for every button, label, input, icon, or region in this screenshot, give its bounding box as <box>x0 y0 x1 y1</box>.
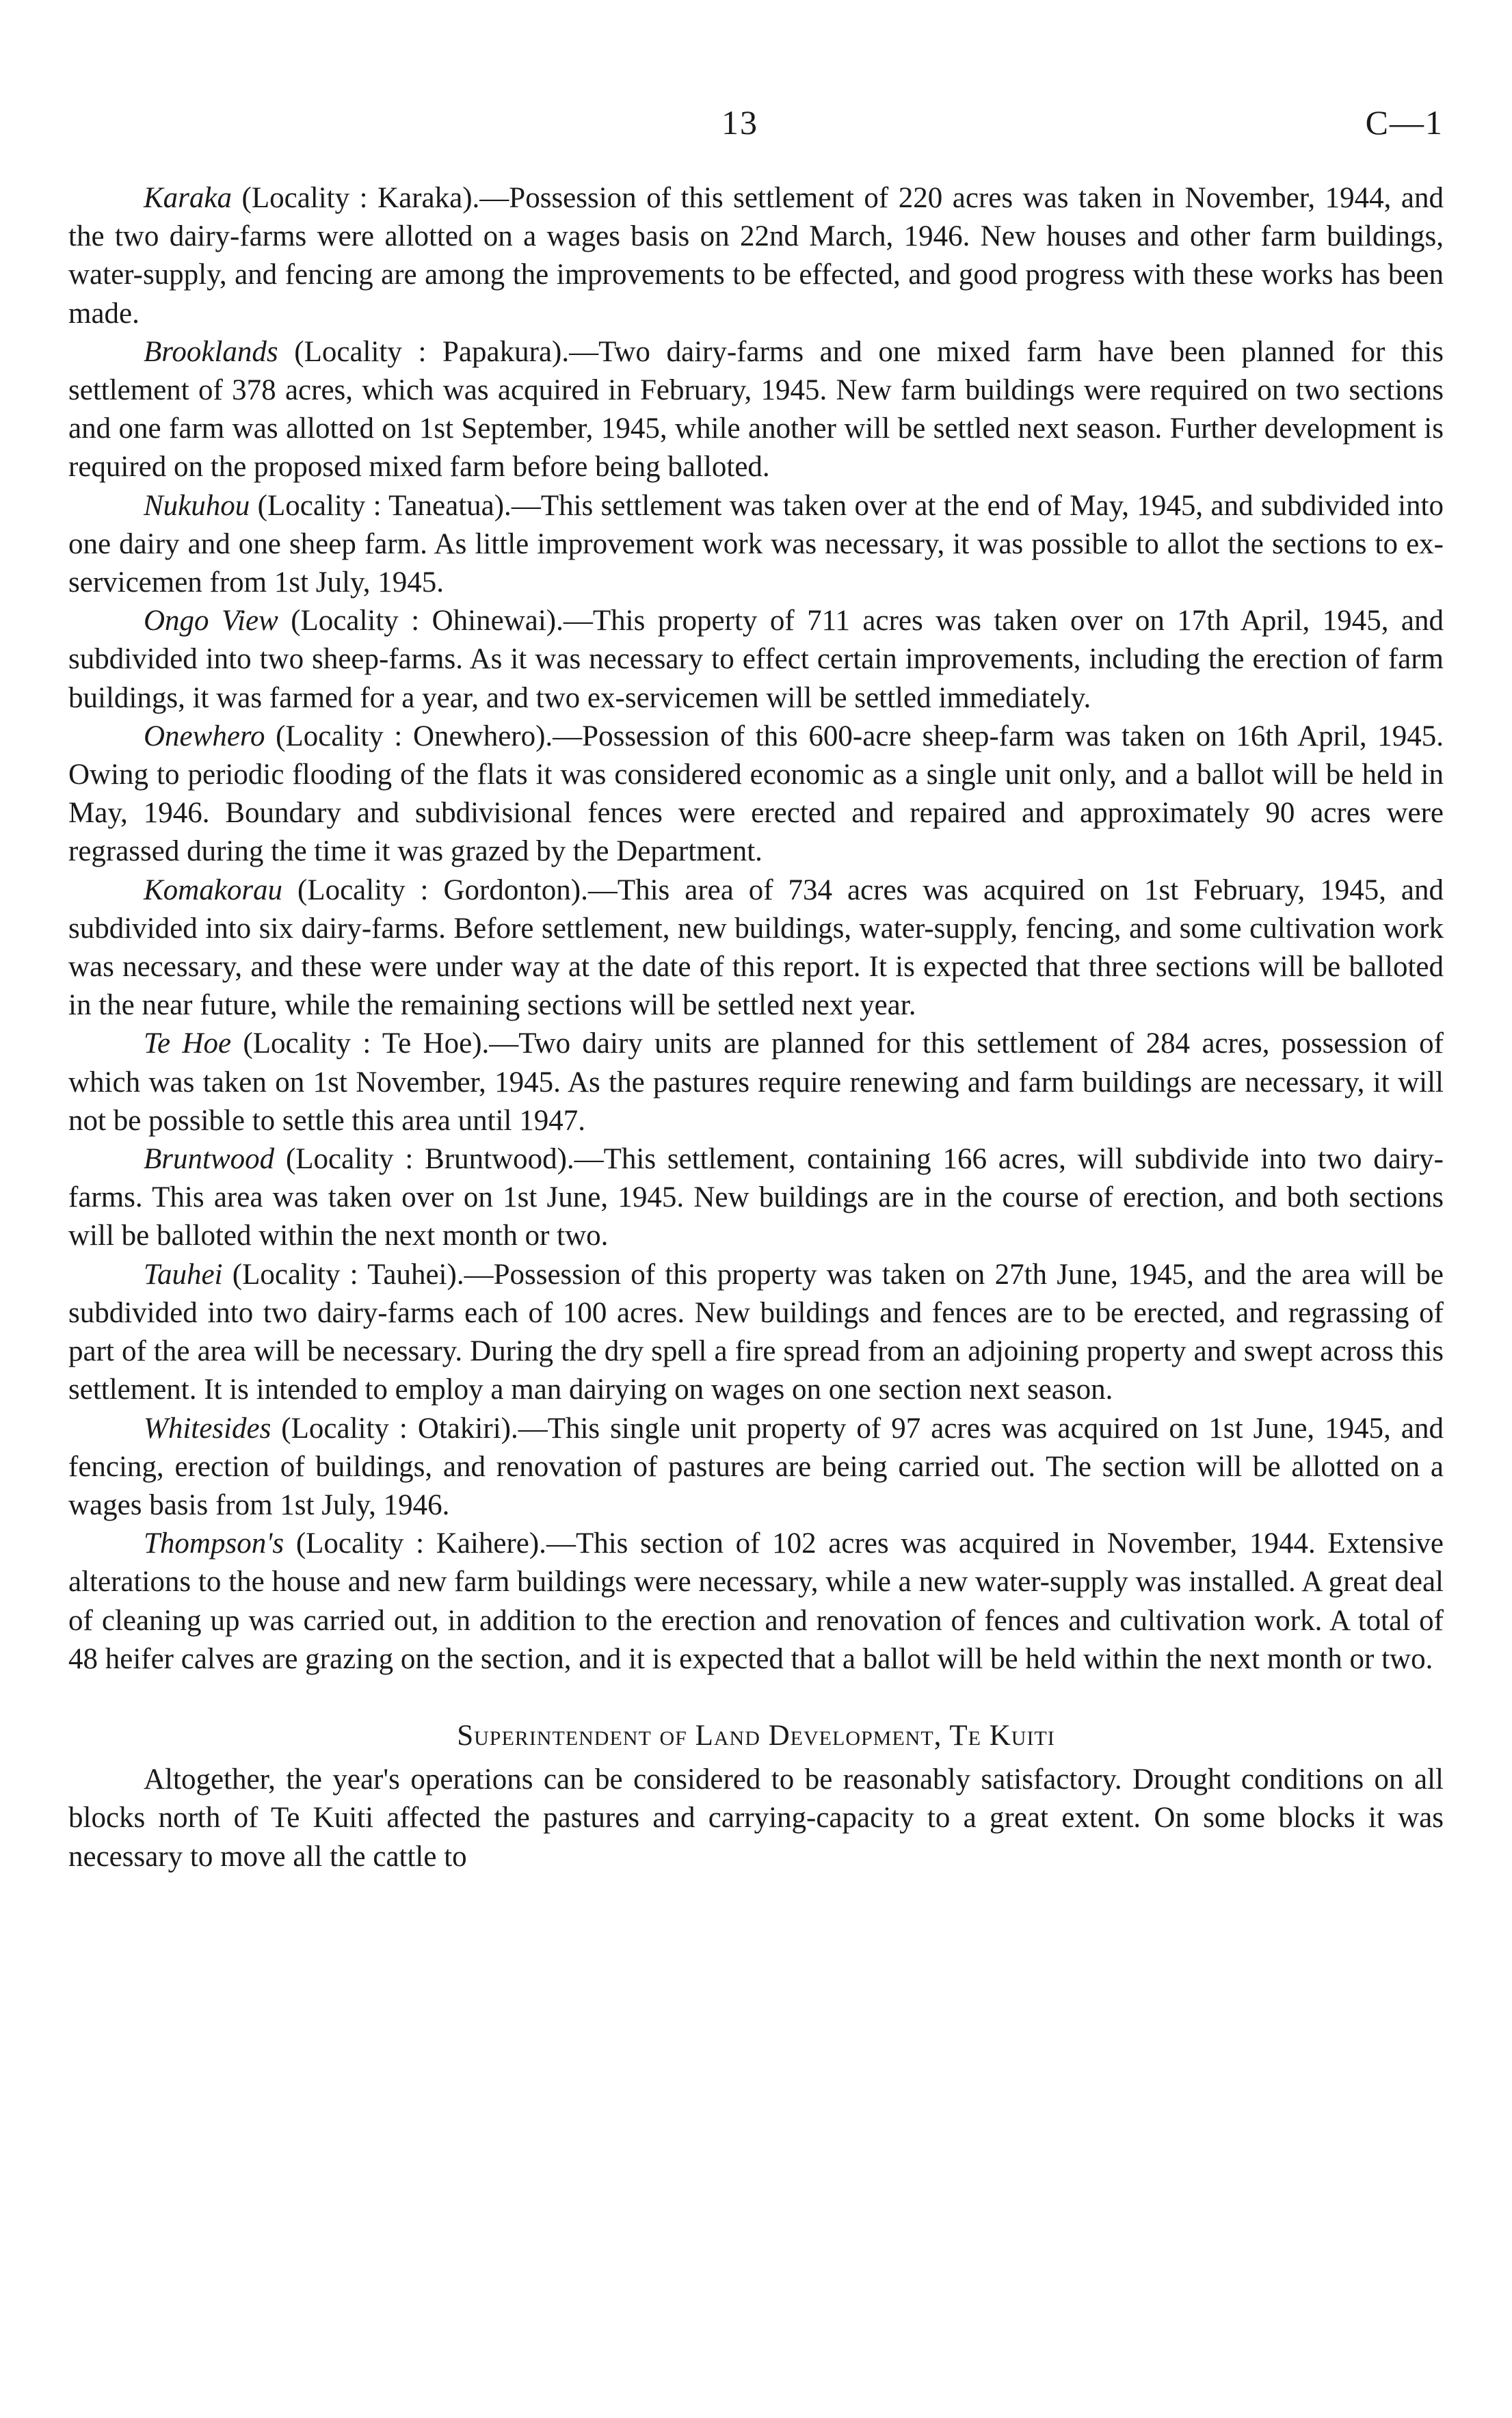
settlement-name: Ongo View <box>144 605 278 638</box>
section-heading: Superintendent of Land Development, Te Kuiti <box>457 1719 1055 1752</box>
settlement-paragraph-bruntwood <box>68 1140 1444 1256</box>
settlement-text: —Possession of this property was taken on 27th June, 1945, and the area will be subdivided into two dairy-farms each of 100 acres. New buildings and fences are to be erected, and regrassing of part of the area will be necessary. During the dry spell a fire spread from an adjoining property and swept across this settlement. It is intended to employ a man dairying on wages on one section next season. <box>68 1258 1444 1406</box>
settlement-text: —Possession of this settlement of 220 acres was taken in November, 1944, and the two dairy-farms were allotted on a wages basis on 22nd March, 1946. New houses and other farm buildings, water-supply, and fencing are among the improvements to be effected, and good progress with these works has been made. <box>68 182 1444 330</box>
settlement-text: —This area of 734 acres was acquired on 1st February, 1945, and subdivided into six dairy-farms. Before settlement, new buildings, water-supply, fencing, and some cultivation work was necessary, and these were under way at the date of this report. It is expected that three sections will be balloted in the near future, while the remaining sections will be settled next year. <box>68 873 1444 1022</box>
settlement-name: Te Hoe <box>144 1027 232 1060</box>
settlement-text: —This section of 102 acres was acquired in November, 1944. Extensive alterations to the house and new farm buildings were necessary, while a new water-supply was installed. A great deal of cleaning up was carried out, in addition to the erection and renovation of fences and cultivation work. A total of 48 heifer calves are grazing on the section, and it is expected that a ballot will be held within the next month or two. <box>68 1527 1444 1675</box>
settlement-text: —Two dairy units are planned for this settlement of 284 acres, possession of which was taken on 1st November, 1945. As the pastures require renewing and farm buildings are necessary, it will not be possible to settle this area until 1947. <box>68 1027 1444 1137</box>
settlement-locality: (Locality : Te Hoe). <box>231 1027 490 1060</box>
settlement-locality: (Locality : Papakura). <box>278 335 570 368</box>
settlement-paragraph-tauhei <box>68 1256 1444 1410</box>
settlement-text: —This settlement, containing 166 acres, will subdivide into two dairy-farms. This area was taken over on 1st June, 1945. New buildings are in the course of erection, and both sections will be balloted within the next month or two. <box>68 1143 1444 1252</box>
settlement-paragraph-onewhero <box>68 718 1444 871</box>
settlement-name: Whitesides <box>144 1412 271 1445</box>
settlement-locality: (Locality : Otakiri). <box>271 1412 518 1445</box>
settlement-name: Tauhei <box>144 1258 223 1291</box>
settlement-paragraph-komakorau <box>68 871 1444 1025</box>
settlement-name: Bruntwood <box>144 1143 275 1176</box>
settlement-name: Nukuhou <box>144 489 250 522</box>
settlement-name: Karaka <box>144 182 232 214</box>
settlement-text: —This property of 711 acres was taken over on 17th April, 1945, and subdivided into two sheep-farms. As it was necessary to effect certain improvements, including the erection of farm buildings, it was farmed for a year, and two ex-servicemen will be settled immediately. <box>68 605 1444 714</box>
settlement-locality: (Locality : Onewhero). <box>265 720 553 752</box>
settlement-paragraph-thompsons <box>68 1525 1444 1679</box>
page-header <box>0 103 1512 150</box>
page-number: 13 <box>721 103 758 142</box>
settlement-paragraph-karaka <box>68 179 1444 333</box>
section-paragraph: Altogether, the year's operations can be considered to be reasonably satisfactory. Drought conditions on all blocks north of Te Kuiti affected the pastures and carrying-capacity to a great extent. On some blocks it was necessary to move all the cattle to <box>68 1763 1444 1873</box>
settlement-paragraph-te-hoe <box>68 1025 1444 1140</box>
settlement-locality: (Locality : Bruntwood). <box>274 1143 574 1176</box>
settlement-paragraph-brooklands <box>68 333 1444 487</box>
settlement-text: —Two dairy-farms and one mixed farm have been planned for this settlement of 378 acres, which was acquired in February, 1945. New farm buildings were required on two sections and one farm was allotted on 1st September, 1945, while another will be settled next season. Further development is required on the proposed mixed farm before being balloted. <box>68 335 1444 484</box>
settlement-locality: (Locality : Karaka). <box>232 182 480 214</box>
document-reference: C—1 <box>1365 103 1444 142</box>
settlement-name: Thompson's <box>144 1527 284 1560</box>
settlement-text: —This settlement was taken over at the end of May, 1945, and subdivided into one dairy and one sheep farm. As little improvement work was necessary, it was possible to allot the sections to ex-servicemen from 1st July, 1945. <box>68 489 1444 599</box>
settlement-name: Komakorau <box>144 873 283 906</box>
page-body <box>68 179 1444 1876</box>
settlement-locality: (Locality : Kaihere). <box>284 1527 546 1560</box>
settlement-locality: (Locality : Taneatua). <box>250 489 512 522</box>
settlement-locality: (Locality : Ohinewai). <box>278 605 563 638</box>
settlement-locality: (Locality : Tauhei). <box>222 1258 464 1291</box>
settlement-text: —Possession of this 600-acre sheep-farm was taken on 16th April, 1945. Owing to periodic flooding of the flats it was considered economic as a single unit only, and a ballot will be held in May, 1946. Boundary and subdivisional fences were erected and repaired and approximately 90 acres were regrassed during the time it was grazed by the Department. <box>68 720 1444 868</box>
settlement-locality: (Locality : Gordonton). <box>282 873 588 906</box>
settlement-text: —This single unit property of 97 acres was acquired on 1st June, 1945, and fencing, erection of buildings, and renovation of pastures are being carried out. The section will be allotted on a wages basis from 1st July, 1946. <box>68 1412 1444 1521</box>
settlement-paragraph-whitesides <box>68 1410 1444 1525</box>
settlement-name: Onewhero <box>144 720 265 752</box>
settlement-name: Brooklands <box>144 335 278 368</box>
settlement-paragraph-ongo-view <box>68 602 1444 718</box>
settlement-paragraph-nukuhou <box>68 487 1444 603</box>
